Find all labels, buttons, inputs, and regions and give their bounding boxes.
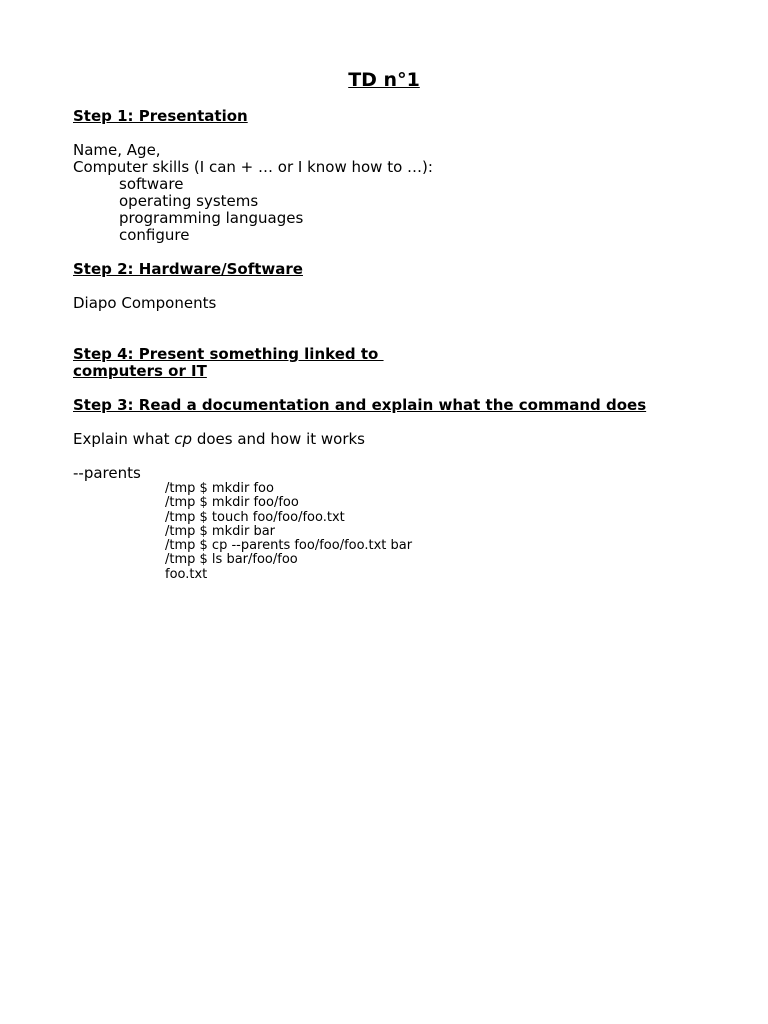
code-line: /tmp $ mkdir foo (165, 481, 274, 496)
step2-heading: Step 2: Hardware/Software (73, 260, 303, 278)
step3-explain-line (73, 431, 713, 448)
skill-item-configure: configure (119, 226, 190, 244)
step1-heading: Step 1: Presentation (73, 107, 248, 125)
code-example (165, 482, 565, 582)
skill-item-programming-languages: programming languages (119, 209, 304, 227)
option-parents: --parents (73, 464, 141, 482)
step3-section (73, 397, 713, 414)
step3-heading: Step 3: Read a documentation and explain what the command does (73, 396, 647, 414)
step3-option (73, 465, 713, 482)
code-line: /tmp $ mkdir foo/foo (165, 495, 299, 511)
step4-heading-line1: Step 4: Present something linked to (73, 345, 384, 363)
code-line: /tmp $ mkdir bar (165, 523, 276, 539)
code-line: /tmp $ ls bar/foo/foo (165, 552, 298, 568)
code-line: /tmp $ touch foo/foo/foo.txt (165, 509, 345, 525)
step1-line2: Computer skills (I can + … or I know how to …): (73, 158, 433, 176)
explain-prefix: Explain what (73, 430, 175, 448)
step4-heading-line2: computers or IT (73, 362, 207, 380)
document-title: TD n°1 (348, 69, 420, 91)
step3-explain (73, 431, 713, 448)
code-line: foo.txt (165, 566, 208, 582)
explain-command: cp (174, 430, 193, 448)
step1-section (73, 108, 713, 125)
skill-item-software: software (119, 175, 184, 193)
code-line: /tmp $ cp --parents foo/foo/foo.txt bar (165, 538, 413, 554)
step1-line1: Name, Age, (73, 141, 161, 159)
explain-suffix: does and how it works (192, 430, 365, 448)
step2-section (73, 261, 713, 278)
step2-content (73, 295, 713, 312)
step1-content (73, 142, 713, 244)
step2-text: Diapo Components (73, 294, 217, 312)
skill-item-operating-systems: operating systems (119, 192, 259, 210)
step4-section (73, 346, 713, 380)
